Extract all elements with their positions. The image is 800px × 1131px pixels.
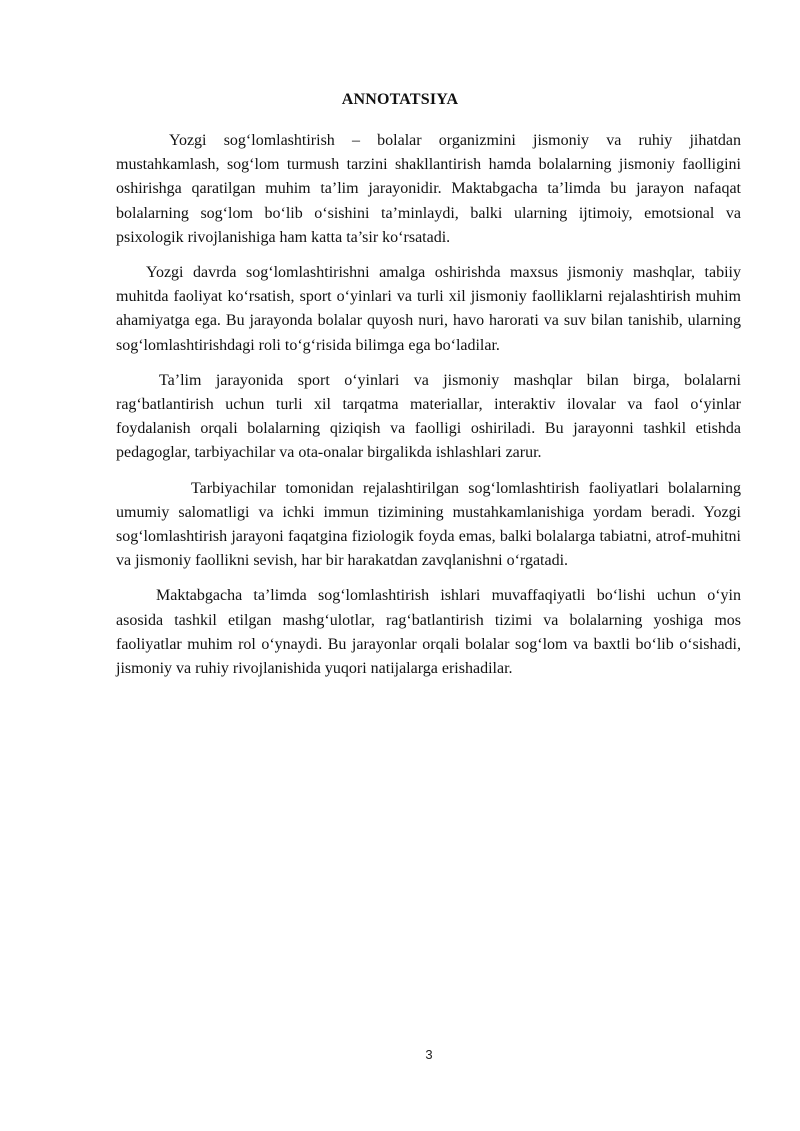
paragraph-1: Yozgi sog‘lomlashtirish – bolalar organizmini jismoniy va ruhiy jihatdan mustahkamlash, sog‘lom turmush tarzini shakllantirish hamda bolalarning jismoniy faolligini oshirishga qaratilgan muhim ta’lim jarayonidir. Maktabgacha ta’limda bu jarayon nafaqat bolalarning sog‘lom bo‘lib o‘sishini ta’minlaydi, balki ularning ijtimoiy, emotsional va psixologik rivojlanishiga ham katta ta’sir ko‘rsatadi. xyxy=(116,132,741,246)
page-title: ANNOTATSIYA xyxy=(341,91,459,108)
paragraph-5: Maktabgacha ta’limda sog‘lomlashtirish ishlari muvaffaqiyatli bo‘lishi uchun o‘yin asosida tashkil etilgan mashg‘ulotlar, rag‘batlantirish tizimi va bolalarning yoshiga mos faoliyatlar muhim rol o‘ynaydi. Bu jarayonlar orqali bolalar sog‘lom va baxtli bo‘lib o‘sishadi, jismoniy va ruhiy rivojlanishida yuqori natijalarga erishadilar. xyxy=(116,587,741,678)
paragraph-4: Tarbiyachilar tomonidan rejalashtirilgan sog‘lomlashtirish faoliyatlari bolalarning umumiy salomatligi va ichki immun tizimining mustahkamlanishiga yordam beradi. Yozgi sog‘lomlashtirish jarayoni faqatgina fiziologik foyda emas, balki bolalarga tabiatni, atrof-muhitni va jismoniy faollikni sevish, har bir harakatdan zavqlanishni o‘rgatadi. xyxy=(116,479,741,570)
paragraph-2: Yozgi davrda sog‘lomlashtirishni amalga oshirishda maxsus jismoniy mashqlar, tabiiy muhitda faoliyat ko‘rsatish, sport o‘yinlari va turli xil jismoniy faolliklarni rejalashtirish muhim ahamiyatga ega. Bu jarayonda bolalar quyosh nuri, havo harorati va suv bilan tanishib, ularning sog‘lomlashtirishdagi roli to‘g‘risida bilimga ega bo‘ladilar. xyxy=(116,264,741,354)
page-number: 3 xyxy=(425,1047,433,1062)
paragraph-3: Ta’lim jarayonida sport o‘yinlari va jismoniy mashqlar bilan birga, bolalarni rag‘batlantirish uchun turli xil tarqatma materiallar, interaktiv ilovalar va faol o‘yinlar foydalanish orqali bolalarning qiziqish va faolligi oshiriladi. Bu jarayonni tashkil etishda pedagoglar, tarbiyachilar va ota-onalar birgalikda ishlashlari zarur. xyxy=(116,371,741,462)
annotation-body xyxy=(116,129,741,692)
